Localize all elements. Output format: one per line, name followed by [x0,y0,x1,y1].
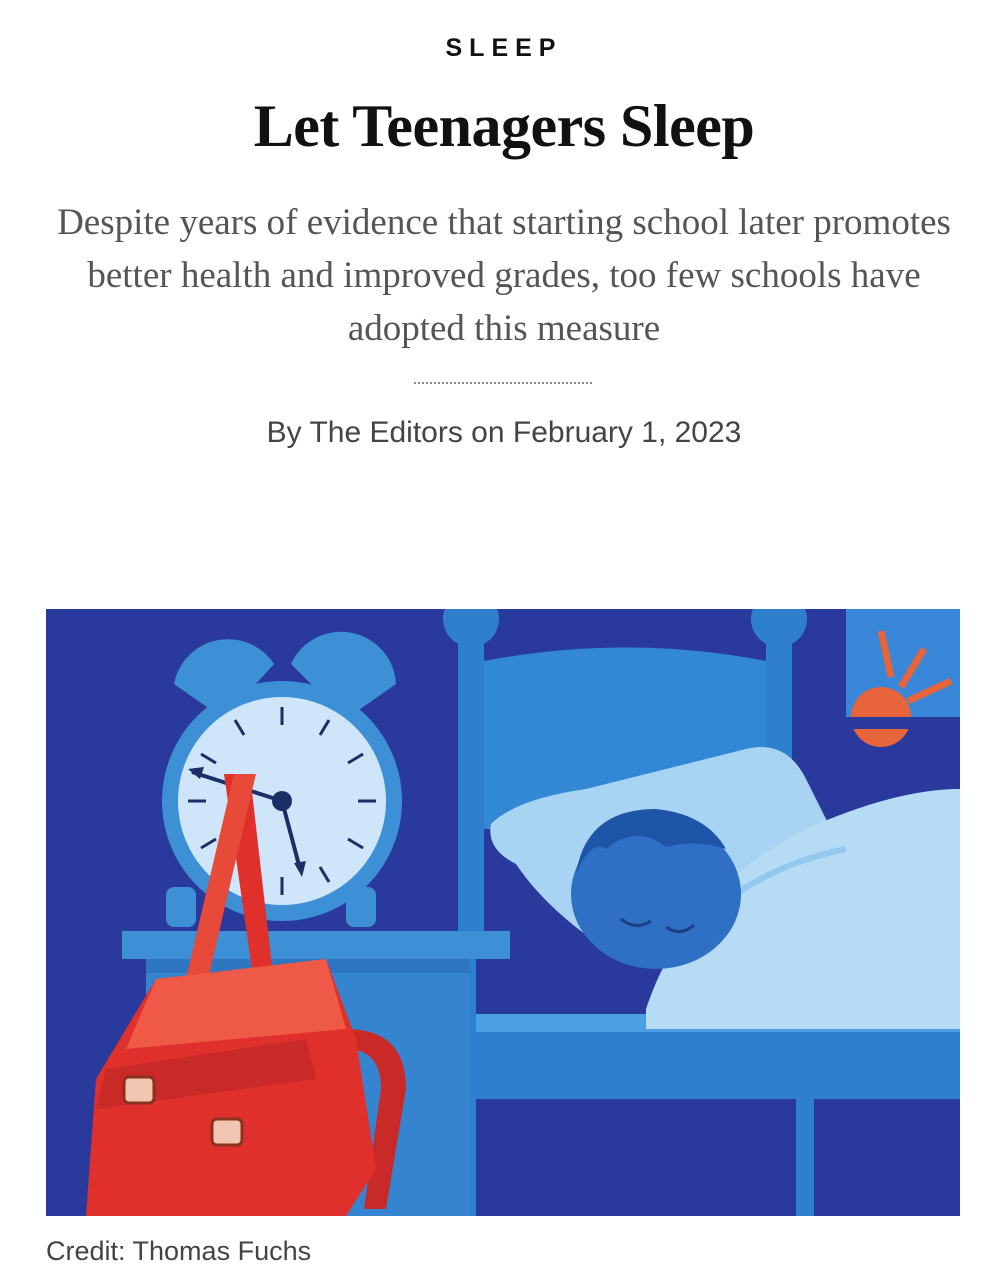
article-illustration [46,609,960,1216]
article-byline: By The Editors on February 1, 2023 [266,416,742,449]
image-credit: Credit: Thomas Fuchs [46,1236,312,1266]
section-label[interactable]: SLEEP [445,34,563,62]
window-sun [846,609,960,747]
article-title: Let Teenagers Sleep [253,93,755,159]
article-dek: Despite years of evidence that starting school later promotes better health and improved grades, too few schools have adopted this measure [57,202,951,349]
dotted-divider [414,382,592,384]
